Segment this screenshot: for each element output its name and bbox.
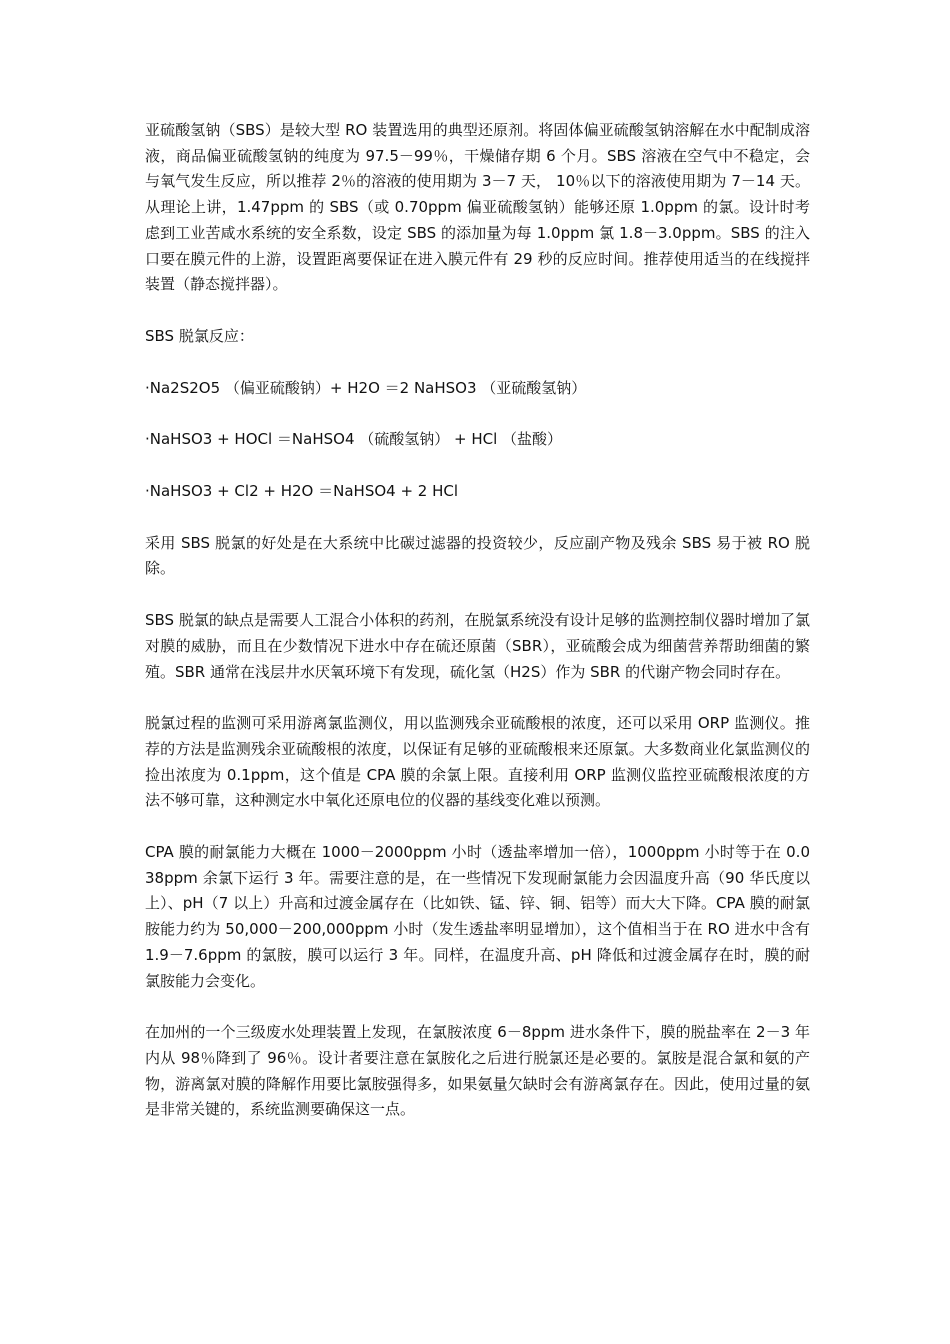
- equation-hocl: ·NaHSO3 + HOCl ＝NaHSO4 （硫酸氢钠） + HCl （盐酸）: [145, 430, 563, 449]
- paragraph-advantages: 采用 SBS 脱氯的好处是在大系统中比碳过滤器的投资较少，反应副产物及残余 SBS 易于被 RO 脱除。: [145, 533, 810, 578]
- paragraph-california-case: 在加州的一个三级废水处理装置上发现，在氯胺浓度 6－8ppm 进水条件下，膜的脱盐率在 2－3 年内从 98％降到了 96％。设计者要注意在氯胺化之后进行脱氯还是必要的。氯胺是混合氯和氨的产物，游离氯对膜的降解作用要比氯胺强得多，如果氨量欠缺时会有游离氯存在。因此，使用过量的氨是非常关键的，系统监测要确保这一点。: [145, 1023, 810, 1119]
- paragraph-reaction-heading: SBS 脱氯反应：: [145, 326, 254, 345]
- equation-cl2: ·NaHSO3 + Cl2 + H2O ＝NaHSO4 + 2 HCl: [145, 482, 459, 501]
- document-page: [145, 118, 810, 1149]
- paragraph-sbs-intro: 亚硫酸氢钠（SBS）是较大型 RO 装置选用的典型还原剂。将固体偏亚硫酸氢钠溶解在水中配制成溶液，商品偏亚硫酸氢钠的纯度为 97.5－99％，干燥储存期 6 个月。SBS 溶液在空气中不稳定，会与氧气发生反应，所以推荐 2％的溶液的使用期为 3－7 天， 10％以下的溶液使用期为 7－14 天。从理论上讲，1.47ppm 的 SBS（或 0.70ppm 偏亚硫酸氢钠）能够还原 1.0ppm 的氯。设计时考虑到工业苦咸水系统的安全系数，设定 SBS 的添加量为每 1.0ppm 氯 1.8－3.0ppm。SBS 的注入口要在膜元件的上游，设置距离要保证在进入膜元件有 29 秒的反应时间。推荐使用适当的在线搅拌装置（静态搅拌器）。: [145, 121, 810, 294]
- paragraph-monitoring: 脱氯过程的监测可采用游离氯监测仪，用以监测残余亚硫酸根的浓度，还可以采用 ORP 监测仪。推荐的方法是监测残余亚硫酸根的浓度，以保证有足够的亚硫酸根来还原氯。大多数商业化氯监测仪的捡出浓度为 0.1ppm，这个值是 CPA 膜的余氯上限。直接利用 ORP 监测仪监控亚硫酸根浓度的方法不够可靠，这种测定水中氧化还原电位的仪器的基线变化难以预测。: [145, 714, 810, 810]
- paragraph-disadvantages: SBS 脱氯的缺点是需要人工混合小体积的药剂，在脱氯系统没有设计足够的监测控制仪器时增加了氯对膜的威胁，而且在少数情况下进水中存在硫还原菌（SBR），亚硫酸会成为细菌营养帮助细菌的繁殖。SBR 通常在浅层井水厌氧环境下有发现，硫化氢（H2S）作为 SBR 的代谢产物会同时存在。: [145, 611, 810, 681]
- paragraph-chlorine-tolerance: CPA 膜的耐氯能力大概在 1000－2000ppm 小时（透盐率增加一倍），1000ppm 小时等于在 0.038ppm 余氯下运行 3 年。需要注意的是，在一些情况下发现耐氯能力会因温度升高（90 华氏度以上）、pH（7 以上）升高和过渡金属存在（比如铁、锰、锌、铜、铝等）而大大下降。CPA 膜的耐氯胺能力约为 50,000－200,000ppm 小时（发生透盐率明显增加），这个值相当于在 RO 进水中含有 1.9－7.6ppm 的氯胺，膜可以运行 3 年。同样，在温度升高、pH 降低和过渡金属存在时，膜的耐氯胺能力会变化。: [145, 843, 810, 990]
- equation-metabisulfite: ·Na2S2O5 （偏亚硫酸钠）+ H2O ＝2 NaHSO3 （亚硫酸氢钠）: [145, 378, 587, 397]
